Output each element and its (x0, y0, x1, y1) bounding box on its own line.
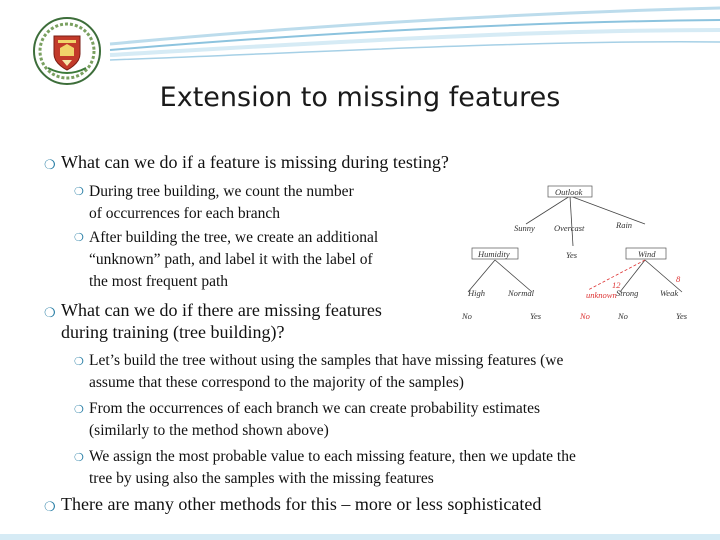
edge-label-weak: Weak (660, 288, 679, 298)
count-label-12: 12 (612, 280, 621, 290)
edge-label-rain: Rain (616, 220, 633, 230)
leaf-no-strong: No (618, 311, 628, 321)
bullet-icon: ❍ (44, 305, 56, 320)
sub-bullet-line: We assign the most probable value to each missing feature, then we update the (89, 448, 576, 465)
edge-label-unknown: unknown (586, 290, 617, 300)
header-decoration (0, 0, 720, 80)
node-label-wind: Wind (638, 249, 656, 259)
sub-bullet-line: Let’s build the tree without using the samples that have missing features (we (89, 352, 564, 369)
edge-label-high: High (468, 288, 485, 298)
node-label-outlook: Outlook (555, 187, 583, 197)
bullet-icon: ❍ (44, 157, 56, 172)
sub-bullet-icon: ❍ (74, 452, 84, 464)
sub-bullet-line: of occurrences for each branch (89, 205, 281, 222)
leaf-no-unknown: No (580, 311, 590, 321)
node-label-humidity: Humidity (478, 249, 510, 259)
leaf-no-high: No (462, 311, 472, 321)
sub-bullet-icon: ❍ (74, 186, 84, 198)
sub-bullet-line: From the occurrences of each branch we can create probability estimates (89, 400, 541, 417)
sub-bullet-line: After building the tree, we create an additional (89, 229, 379, 246)
bullet-line: during training (tree building)? (61, 322, 285, 342)
slide-title: Extension to missing features (159, 82, 561, 113)
footer-decoration (0, 530, 720, 540)
bullet-missing-testing: What can we do if a feature is missing during testing? (61, 152, 449, 172)
sub-bullet-line: During tree building, we count the number (89, 183, 354, 200)
bullet-icon: ❍ (44, 499, 56, 514)
edge-label-normal: Normal (508, 288, 534, 298)
university-seal-logo (32, 16, 102, 86)
sub-bullet-icon: ❍ (74, 232, 84, 244)
sub-bullet-line: the most frequent path (89, 273, 229, 290)
sub-bullet-icon: ❍ (74, 404, 84, 416)
count-label-8: 8 (676, 274, 681, 284)
leaf-yes-overcast: Yes (566, 250, 578, 260)
bullet-missing-training: What can we do if there are missing features (61, 300, 382, 320)
edge-label-strong: Strong (616, 288, 639, 298)
sub-bullet-line: tree by using also the samples with the missing features (89, 470, 434, 487)
bullet-other-methods: There are many other methods for this – more or less sophisticated (61, 494, 542, 514)
sub-bullet-line: “unknown” path, and label it with the label of (89, 251, 373, 268)
edge-label-overcast: Overcast (554, 223, 585, 233)
sub-bullet-line: (similarly to the method shown above) (89, 422, 329, 439)
leaf-yes-normal: Yes (530, 311, 542, 321)
leaf-yes-weak: Yes (676, 311, 688, 321)
decision-tree-figure (450, 176, 700, 326)
edge-label-sunny: Sunny (514, 223, 535, 233)
sub-bullet-icon: ❍ (74, 356, 84, 368)
sub-bullet-line: assume that these correspond to the majority of the samples) (89, 374, 464, 391)
